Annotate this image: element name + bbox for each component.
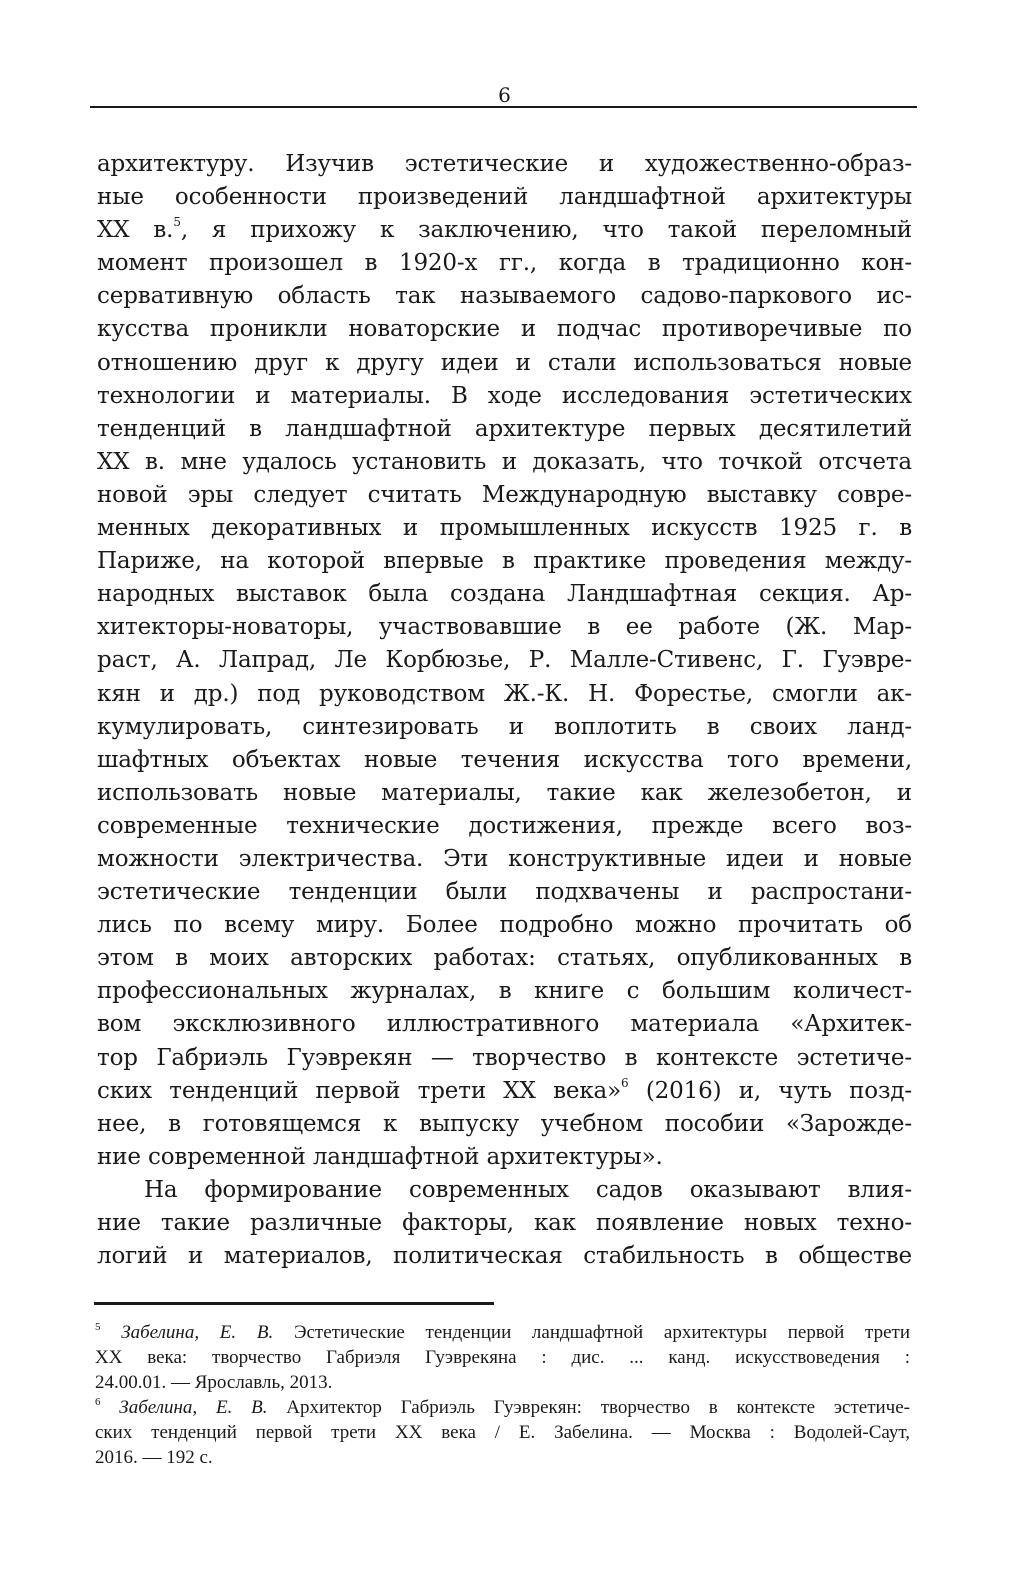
footnote-mark: 5 (95, 1321, 101, 1333)
text-line: XX в. мне удалось установить и доказать, что точкой отсчета (97, 448, 912, 475)
text-line: сервативную область так называемого садово-паркового ис- (97, 283, 912, 310)
text-line: можности электричества. Эти конструктивные идеи и новые (97, 845, 912, 872)
text-line: момент произошел в 1920-х гг., когда в традиционно кон- (97, 250, 912, 277)
text-line: хитекторы-новаторы, участвовавшие в ее работе (Ж. Мар- (97, 614, 912, 641)
text-line: логий и материалов, политическая стабильность в обществе (97, 1243, 912, 1270)
text-line: архитектуру. Изучив эстетические и художественно-образ- (97, 151, 912, 177)
text-line: современные технические достижения, прежде всего воз- (97, 812, 912, 839)
footnote-ref-6: 6 (621, 1075, 629, 1090)
text-line: этом в моих авторских работах: статьях, опубликованных в (97, 945, 912, 972)
text-line: кусства проникли новаторские и подчас противоречивые по (97, 316, 912, 343)
footnote-line (95, 1320, 910, 1345)
text-line: тор Габриэль Гуэврекян — творчество в контексте эстетиче- (97, 1044, 912, 1071)
footnote-line: 2016. — 192 с. (95, 1447, 213, 1468)
footnote-ref-5: 5 (173, 215, 181, 230)
text-line: лись по всему миру. Более подробно можно прочитать об (97, 912, 912, 939)
footnote-line: 24.00.01. — Ярославль, 2013. (95, 1372, 333, 1393)
text-line: тенденций в ландшафтной архитектуре первых десятилетий (97, 415, 912, 442)
page-number: 6 (498, 83, 511, 107)
text-fragment: XX в. (97, 217, 174, 244)
footnotes (95, 1320, 910, 1470)
footnote-separator (94, 1302, 494, 1305)
header-rule (90, 106, 917, 108)
footnote-author: Забелина, Е. В. (119, 1397, 268, 1418)
text-line: кумулировать, синтезировать и воплотить в своих ланд- (97, 713, 912, 740)
text-line: использовать новые материалы, такие как железобетон, и (97, 779, 912, 806)
text-line: новой эры следует считать Международную выставку совре- (97, 481, 912, 508)
footnote-line: ских тенденций первой трети XX века / Е. Забелина. — Москва : Водолей-Саут, (95, 1422, 910, 1443)
text-line: эстетические тенденции были подхвачены и распростани- (97, 879, 912, 906)
text-fragment: (2016) и, чуть позд- (628, 1077, 912, 1104)
footnote-mark: 6 (95, 1396, 101, 1408)
text-fragment: ских тенденций первой трети XX века» (97, 1077, 622, 1104)
text-line: шафтных объектах новые течения искусства того времени, (97, 746, 912, 773)
text-fragment: , я прихожу к заключению, что такой переломный (180, 217, 912, 244)
footnote-line: XX века: творчество Габриэля Гуэврекяна : дис. ... канд. искусствоведения : (95, 1347, 910, 1368)
paragraph-start-line: На формирование современных садов оказывают влия- (144, 1176, 912, 1203)
text-line: ные особенности произведений ландшафтной архитектуры (97, 184, 912, 211)
text-line: нее, в готовящемся к выпуску учебном пособии «Зарожде- (97, 1110, 912, 1137)
text-line: народных выставок была создана Ландшафтная секция. Ар- (97, 581, 912, 608)
footnote-author: Забелина, Е. В. (121, 1322, 274, 1343)
text-line: технологии и материалы. В ходе исследования эстетических (97, 382, 912, 409)
footnote-line (95, 1395, 910, 1420)
text-line: Париже, на которой впервые в практике проведения между- (97, 548, 912, 575)
text-line: профессиональных журналах, в книге с большим количест- (97, 978, 912, 1005)
footnote-text: Архитектор Габриэль Гуэврекян: творчество в контексте эстетиче- (267, 1397, 910, 1418)
footnote-6 (95, 1395, 910, 1470)
text-line: кян и др.) под руководством Ж.-К. Н. Форестье, смогли ак- (97, 680, 912, 707)
footnote-5 (95, 1320, 910, 1395)
text-line (97, 214, 912, 247)
body-text (97, 148, 912, 1273)
text-line: ние такие различные факторы, как появление новых техно- (97, 1210, 912, 1236)
text-line: менных декоративных и промышленных искусств 1925 г. в (97, 515, 912, 542)
text-line (97, 1075, 912, 1108)
text-line: раст, А. Лапрад, Ле Корбюзье, Р. Малле-Стивенс, Г. Гуэвре- (97, 647, 912, 674)
text-line: отношению друг к другу идеи и стали использоваться новые (97, 349, 912, 376)
footnote-text: Эстетические тенденции ландшафтной архитектуры первой трети (273, 1322, 910, 1343)
text-line: вом эксклюзивного иллюстративного материала «Архитек- (97, 1011, 912, 1038)
text-line: ние современной ландшафтной архитектуры». (97, 1143, 663, 1170)
